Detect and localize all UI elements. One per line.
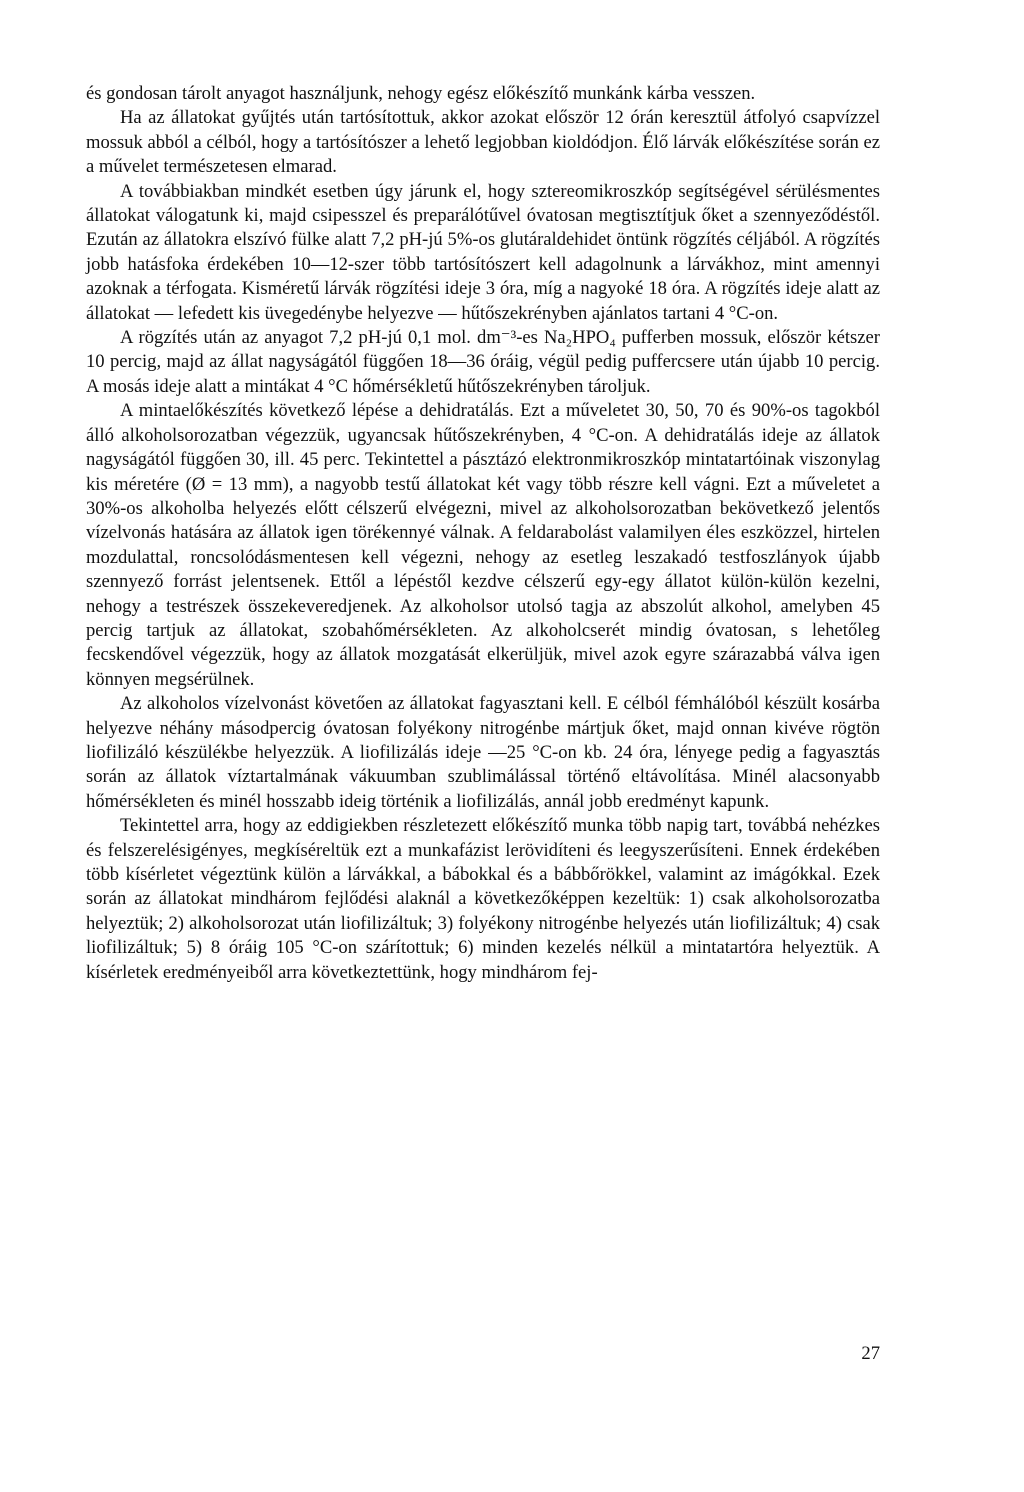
paragraph-2: Ha az állatokat gyűjtés után tartósítottuk, akkor azokat először 12 órán keresztül átfolyó csapvízzel mossuk abból a célból, hogy a tartósítószer a lehető legjobban kioldódjon. Élő lárvák előkészítése során ez a művelet természetesen elmarad.	[86, 107, 880, 178]
paragraph-6: Az alkoholos vízelvonást követően az állatokat fagyasztani kell. E célból fémhálóból készült kosárba helyezve néhány másodpercig óvatosan folyékony nitrogénbe mártjuk őket, majd onnan kivéve rögtön liofilizáló készülékbe helyezzük. A liofilizálás ideje —25 °C-on kb. 24 óra, lényege pedig a fagyasztás során az állatok víztartalmának vákuumban szublimálással történő eltávolítása. Minél alacsonyabb hőmérsékleten és minél hosszabb ideig történik a liofilizálás, annál jobb eredményt kapunk.	[86, 693, 880, 812]
paragraph-7: Tekintettel arra, hogy az eddigiekben részletezett előkészítő munka több napig tart, továbbá nehézkes és felszerelésigényes, megkíséreltük ezt a munkafázist lerövidíteni és leegyszerűsíteni. Ennek érdekében több kísérletet végeztünk külön a lárvákkal, a bábokkal és a bábbőrökkel, valamint az imágókkal. Ezek során az állatokat mindhárom fejlődési alaknál a következőképpen kezeltük: 1) csak alkoholsorozatba helyeztük; 2) alkoholsorozat után liofilizáltuk; 3) folyékony nitrogénbe helyezés után liofilizáltuk; 4) csak liofilizáltuk; 5) 8 óráig 105 °C-on szárítottuk; 6) minden kezelés nélkül a mintatartóra helyeztük. A kísérletek eredményeiből arra következtettünk, hogy mindhárom fej-	[86, 815, 880, 983]
document-body	[86, 82, 880, 985]
paragraph-3: A továbbiakban mindkét esetben úgy járunk el, hogy sztereomikroszkóp segítségével sérülésmentes állatokat válogatunk ki, majd csipesszel és preparálótűvel óvatosan megtisztítjuk őket a szennyeződéstől. Ezután az állatokra elszívó fülke alatt 7,2 pH-jú 5%-os glutáraldehidet öntünk rögzítés céljából. A rögzítés jobb hatásfoka érdekében 10—12-szer több tartósítószert kell adagolnunk a lárvákhoz, mint amennyi azoknak a térfogata. Kisméretű lárvák rögzítési ideje 3 óra, míg a nagyoké 18 óra. A rögzítés ideje alatt az állatokat — lefedett kis üvegedénybe helyezve — hűtőszekrényben ajánlatos tartani 4 °C-on.	[86, 180, 880, 324]
page-number: 27	[861, 1343, 880, 1364]
paragraph-1: és gondosan tárolt anyagot használjunk, nehogy egész előkészítő munkánk kárba vesszen.	[86, 83, 756, 104]
paragraph-5: A mintaelőkészítés következő lépése a dehidratálás. Ezt a műveletet 30, 50, 70 és 90%-os tagokból álló alkoholsorozatban végezzük, ugyancsak hűtőszekrényben, 4 °C-on. A dehidratálás ideje az állatok nagyságától függően 30, ill. 45 perc. Tekintettel a pásztázó elektronmikroszkóp mintatartóinak viszonylag kis méretére (Ø = 13 mm), a nagyobb testű állatokat két vagy több részre kell vágni. Ezt a műveletet a 30%-os alkoholba helyezés előtt célszerű elvégezni, mivel az alkoholsorozatban bekövetkező jelentős vízelvonás hatására az állatok igen törékennyé válnak. A feldarabolást valamilyen éles eszközzel, hirtelen mozdulattal, roncsolódásmentesen kell végezni, nehogy az esetleg leszakadó testfoszlányok újabb szennyező forrást jelentsenek. Ettől a lépéstől kezdve célszerű egy-egy állatot külön-külön kezelni, nehogy a testrészek összekeveredjenek. Az alkoholsor utolsó tagja az abszolút alkohol, amelyben 45 percig tartjuk az állatokat, szobahőmérsékleten. Az alkoholcserét mindig óvatosan, s lehetőleg fecskendővel végezzük, hogy az állatok mozgatását elkerüljük, mivel azok egyre szárazabbá válva igen könnyen megsérülnek.	[86, 400, 880, 690]
paragraph-4: A rögzítés után az anyagot 7,2 pH-jú 0,1 mol. dm⁻³-es Na₂HPO₄ pufferben mossuk, először kétszer 10 percig, majd az állat nagyságától függően 18—36 óráig, végül pedig puffercsere után újabb 10 percig. A mosás ideje alatt a mintákat 4 °C hőmérsékletű hűtőszekrényben tároljuk.	[86, 327, 880, 397]
